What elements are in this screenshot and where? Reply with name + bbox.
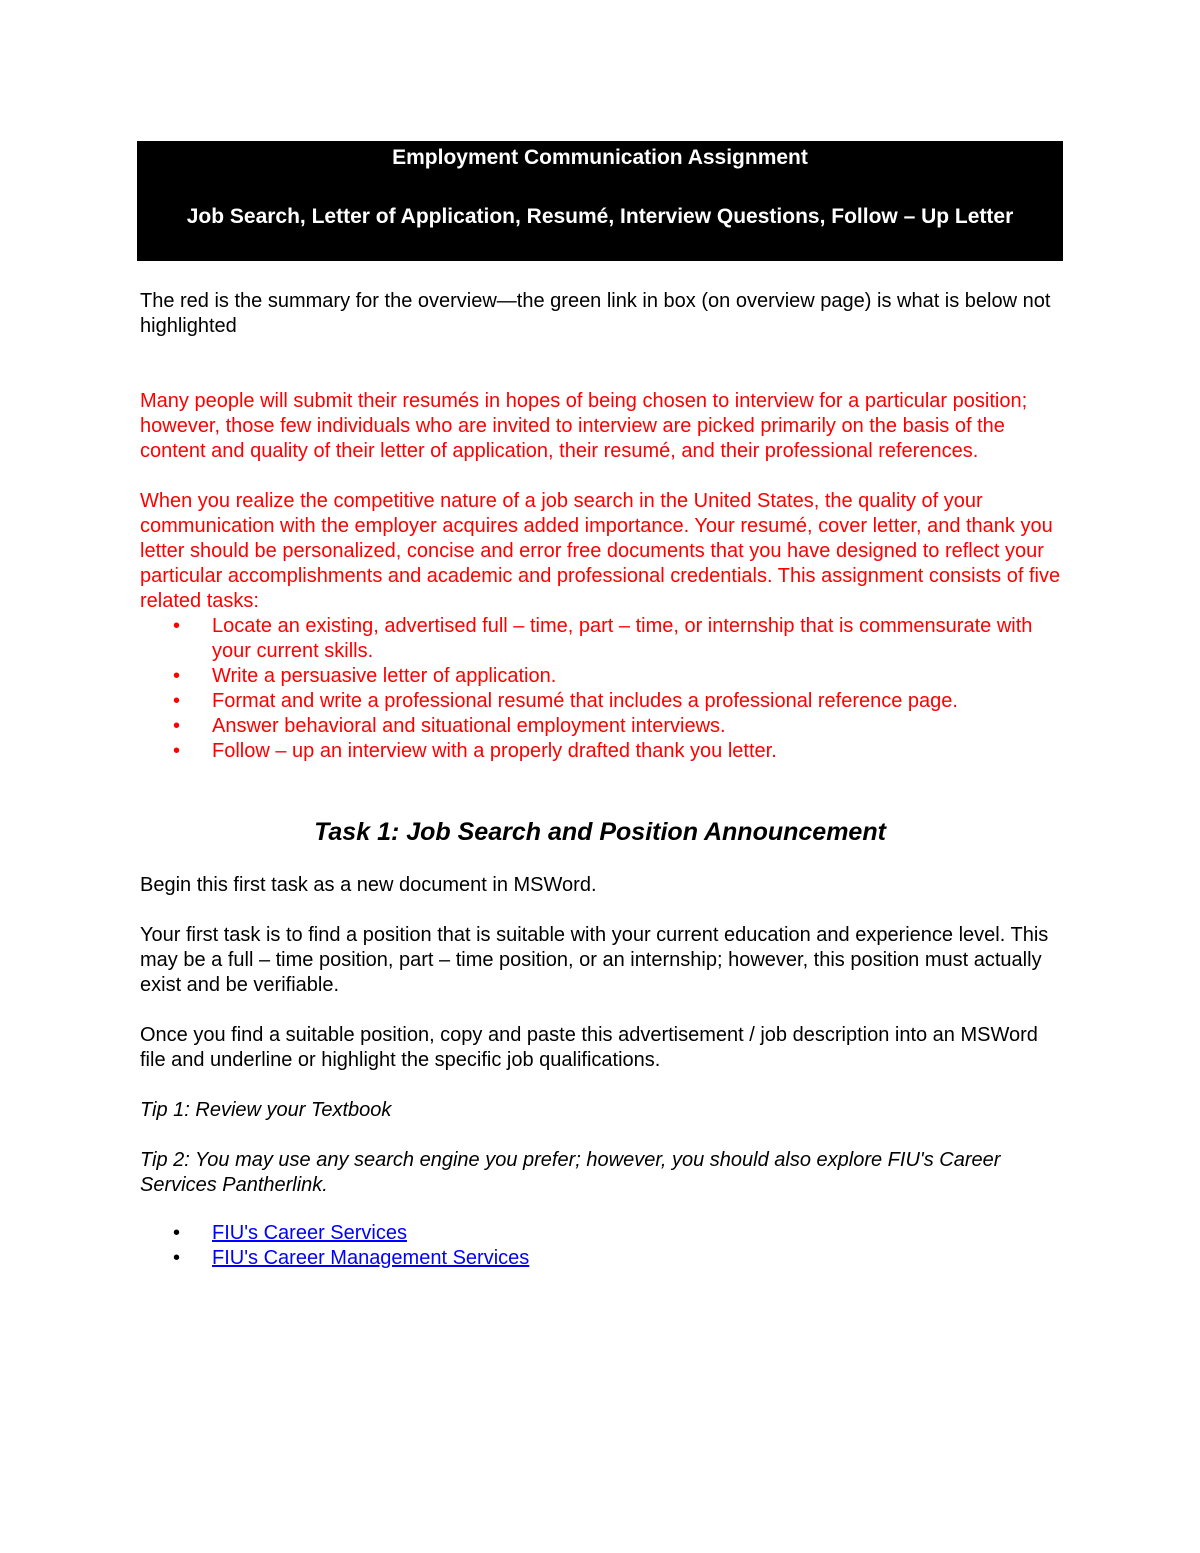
summary-section bbox=[140, 389, 1065, 764]
career-links-section bbox=[140, 1221, 1065, 1271]
career-services-link[interactable]: FIU's Career Services bbox=[212, 1222, 407, 1244]
bullet-icon: • bbox=[173, 715, 181, 737]
task-1-paragraph-1: Your first task is to find a position that is suitable with your current education and experience level. This may be a full – time position, part – time position, or an internship; however, this position must actually exist and be verifiable. bbox=[140, 924, 1049, 996]
bullet-icon: • bbox=[173, 740, 181, 762]
assignment-subtitle: Job Search, Letter of Application, Resumé, Interview Questions, Follow – Up Letter bbox=[186, 205, 1014, 228]
task-1-heading: Task 1: Job Search and Position Announcement bbox=[314, 818, 886, 846]
bullet-icon: • bbox=[173, 1222, 181, 1244]
overview-note: The red is the summary for the overview—the green link in box (on overview page) is what is below not highlighted bbox=[140, 290, 1051, 337]
task-1-paragraph-2: Once you find a suitable position, copy and paste this advertisement / job description into an MSWord file and underline or highlight the specific job qualifications. bbox=[140, 1024, 1038, 1071]
summary-paragraph-1: Many people will submit their resumés in hopes of being chosen to interview for a particular position; however, those few individuals who are invited to interview are picked primarily on the basis of the content and quality of their letter of application, their resumé, and their professional references. bbox=[140, 390, 1028, 462]
list-item bbox=[140, 714, 1065, 739]
list-item bbox=[140, 614, 1065, 664]
assignment-header-box bbox=[137, 141, 1063, 261]
list-item-text: Answer behavioral and situational employment interviews. bbox=[212, 715, 726, 737]
tip-2: Tip 2: You may use any search engine you prefer; however, you should also explore FIU's Career Services Pantherlink. bbox=[140, 1149, 1001, 1196]
task-list bbox=[140, 614, 1065, 764]
task-1-section bbox=[140, 873, 1065, 1198]
tip-1: Tip 1: Review your Textbook bbox=[140, 1099, 392, 1121]
bullet-icon: • bbox=[173, 615, 181, 637]
list-item-text: Locate an existing, advertised full – time, part – time, or internship that is commensurate with your current skills. bbox=[212, 615, 1033, 662]
summary-paragraph-2: When you realize the competitive nature of a job search in the United States, the quality of your communication with the employer acquires added importance. Your resumé, cover letter, and thank you letter should be personalized, concise and error free documents that you have designed to reflect your particular accomplishments and academic and professional credentials. This assignment consists of five related tasks: bbox=[140, 490, 1061, 612]
list-item-text: Format and write a professional resumé that includes a professional reference page. bbox=[212, 690, 958, 712]
bullet-icon: • bbox=[173, 690, 181, 712]
list-item bbox=[140, 664, 1065, 689]
list-item-text: Write a persuasive letter of application. bbox=[212, 665, 557, 687]
list-item bbox=[140, 689, 1065, 714]
list-item bbox=[140, 739, 1065, 764]
task-1-intro: Begin this first task as a new document in MSWord. bbox=[140, 874, 597, 896]
list-item bbox=[140, 1221, 1065, 1246]
assignment-title: Employment Communication Assignment bbox=[392, 146, 808, 169]
list-item bbox=[140, 1246, 1065, 1271]
bullet-icon: • bbox=[173, 665, 181, 687]
career-links-list bbox=[140, 1221, 1065, 1271]
career-management-services-link[interactable]: FIU's Career Management Services bbox=[212, 1247, 530, 1269]
list-item-text: Follow – up an interview with a properly drafted thank you letter. bbox=[212, 740, 777, 762]
bullet-icon: • bbox=[173, 1247, 181, 1269]
